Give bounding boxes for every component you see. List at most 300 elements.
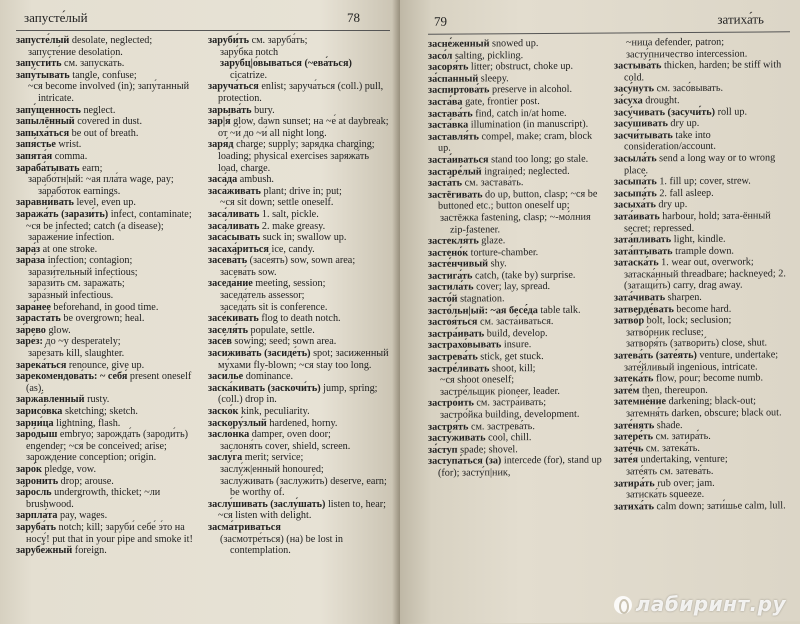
dictionary-entry (16, 267, 198, 279)
entry-definition: sleepy. (478, 73, 509, 85)
dictionary-entry (614, 129, 790, 153)
entry-headword: зарыва́ть (208, 104, 252, 116)
entry-definition: заседа́ть sit is conference. (220, 301, 328, 313)
entry-headword: заро́дыш (16, 429, 58, 441)
entry-definition: harbour, hold; зата-ённый secret; repressed. (624, 210, 771, 234)
entry-headword: застоя́ться (428, 316, 478, 329)
dictionary-entry (614, 257, 790, 293)
entry-headword: запусти́ть (16, 58, 62, 70)
entry-headword: засе́в (208, 336, 232, 348)
entry-headword: засу́чивать (засучи́ть) (614, 106, 716, 119)
running-headword: запусте́лый (24, 10, 88, 25)
entry-definition: lightning, flash. (53, 417, 121, 429)
dictionary-entry (208, 302, 390, 314)
entry-definition: undergrowth, thicket; ~ли brushwood. (26, 487, 161, 510)
entry-definition: (засе́ять) sow, sown area; (247, 255, 356, 267)
dictionary-entry (208, 139, 390, 174)
dictionary-entry (16, 197, 198, 209)
dictionary-entry (428, 409, 604, 422)
entry-definition: shy. (488, 258, 507, 270)
dictionary-columns (16, 35, 390, 557)
dictionary-entry (208, 105, 390, 117)
entry-headword: зараба́тывать (16, 162, 80, 174)
dictionary-entry (208, 232, 390, 244)
dictionary-entry (208, 383, 390, 406)
dictionary-entry (16, 348, 198, 360)
entry-definition: 1. fill up; cover, strew. (656, 175, 751, 188)
entry-definition: embryo; зарожда́ть (зароди́ть) engender; ~ся be conceived; arise; зарожде́ние conception; origin. (26, 429, 188, 464)
entry-headword: засыла́ть (614, 153, 657, 165)
entry-headword: зарпла́та (16, 510, 58, 522)
entry-headword: засу́шивать (614, 118, 668, 130)
entry-definition: enlist; заруча́ться (coll.) pull, protection. (218, 81, 384, 104)
entry-definition: зараже́ние infection. (28, 232, 115, 244)
entry-headword: засма́триваться (208, 521, 281, 533)
dictionary-entry (208, 81, 390, 104)
dictionary-entry (16, 290, 198, 302)
entry-definition: charge; supply; заря́дка charging; loading; physical exercises заряжа́ть load, charge. (218, 139, 375, 174)
entry-definition: зара́зный infectious. (28, 290, 114, 302)
entry-definition: sharpen. (665, 291, 702, 304)
dictionary-entry (16, 336, 198, 348)
dictionary-entry (208, 452, 390, 464)
entry-headword: заса́ливать (208, 220, 260, 232)
entry-headword: зарекомендова́ть: ~ себя́ (16, 371, 128, 383)
entry-headword: заступа́ться (за) (428, 455, 502, 468)
entry-definition: см. затира́ть. (653, 431, 711, 443)
dictionary-entry (16, 35, 198, 47)
entry-headword: застила́ть (428, 281, 474, 294)
dictionary-entry (16, 487, 198, 510)
entry-definition: infect, contaminate; ~ся be infected; catch (a disease); (26, 208, 192, 232)
entry-definition: засева́ть sow. (220, 266, 277, 278)
entry-definition: ambush. (237, 174, 274, 186)
dictionary-entry (16, 58, 198, 70)
entry-headword: зарека́ться (16, 359, 67, 371)
entry-definition: present oneself (as). (26, 371, 192, 394)
entry-definition: затиска́ть squeeze. (626, 489, 705, 501)
entry-headword: запята́я (16, 150, 53, 162)
entry-definition: damper, oven door; (249, 429, 331, 441)
entry-definition: undertaking, venture; (637, 454, 728, 466)
dictionary-entry (428, 130, 604, 154)
entry-definition: covered in dust. (74, 116, 143, 128)
entry-headword: заруча́ться (208, 81, 259, 93)
entry-headword: заставля́ть (428, 131, 479, 143)
entry-definition: cool, chill. (485, 432, 532, 444)
entry-definition: renounce, give up. (66, 359, 145, 371)
entry-headword: запу́тывать (16, 69, 70, 81)
entry-definition: зарабо́тн|ый: ~ая пла́та wage, pay; за́работок earnings. (28, 174, 174, 197)
dictionary-entry (16, 476, 198, 488)
entry-definition: send a long way or to wrong place. (624, 152, 776, 176)
entry-headword: зарубц|о́вываться (~ева́ться) (220, 58, 352, 70)
entry-definition: earn; (79, 162, 103, 174)
dictionary-entry (16, 163, 198, 175)
dictionary-entry (16, 244, 198, 256)
entry-definition: shade. (654, 419, 683, 431)
dictionary-entry (208, 441, 390, 453)
entry-definition: см. засо́вывать. (654, 83, 724, 95)
entry-headword: зата́птывать (614, 245, 673, 258)
entry-headword: зара́за (16, 255, 46, 267)
column (428, 38, 604, 515)
column (16, 35, 198, 557)
entry-definition: then, thereupon. (639, 384, 708, 397)
entry-definition: затво́рник recluse; (626, 326, 704, 339)
entry-definition: become hard. (673, 303, 732, 315)
entry-definition: запусте́ние desolation. (28, 46, 123, 58)
column (208, 35, 390, 557)
entry-headword: зате́м (614, 385, 640, 397)
entry-definition: stagnation. (457, 293, 505, 305)
dictionary-entry (16, 418, 198, 430)
entry-definition: insure. (501, 339, 532, 351)
entry-headword: запусте́лый (16, 35, 70, 46)
entry-definition: застре́льщик pioneer, leader. (440, 385, 560, 398)
entry-definition: take into consideration/account. (624, 129, 716, 153)
entry-definition: sketching; sketch. (62, 406, 138, 417)
entry-headword: зарисо́вка (16, 406, 63, 417)
entry-definition: listen to, hear; ~ся listen with delight. (218, 498, 386, 522)
entry-headword: застыва́ть (614, 60, 662, 72)
entry-headword: заража́ть (зарази́ть) (16, 208, 109, 220)
entry-headword: заре́з: (16, 336, 43, 348)
entry-definition: level, even up. (73, 197, 136, 209)
dictionary-entry (16, 70, 198, 82)
entry-definition: glaze. (478, 235, 506, 247)
dictionary-entry (614, 500, 790, 513)
dictionary-entry (208, 244, 390, 256)
dictionary-entry (208, 174, 390, 186)
entry-definition: ~ница defender, patron; (626, 36, 725, 49)
entry-definition: заседа́тель assessor; (220, 290, 305, 302)
entry-definition: calm down; зати́шье calm, lull. (653, 500, 786, 512)
dictionary-entry (208, 35, 390, 47)
dictionary-entry (16, 151, 198, 163)
dictionary-entry (428, 211, 604, 235)
entry-definition: зару́бка notch (220, 46, 279, 58)
entry-headword: заса́ливать (208, 208, 260, 220)
entry-headword: заржа́вленный (16, 394, 85, 406)
dictionary-entry (16, 360, 198, 372)
entry-definition: populate, settle. (247, 324, 315, 336)
entry-headword: засе́кивать (208, 313, 259, 325)
entry-headword: заста́вка (428, 119, 469, 131)
entry-definition: comma. (52, 150, 88, 162)
entry-definition: merit; service; (242, 452, 304, 464)
entry-definition: desolate, neglected; (69, 35, 153, 46)
entry-definition: catch, (take by) surprise. (472, 269, 576, 282)
entry-definition: flow, pour; become numb. (653, 372, 764, 385)
entry-definition: pay, wages. (57, 510, 108, 522)
entry-definition: hardened, horny. (266, 417, 338, 429)
entry-headword: заспиртова́ть (428, 84, 490, 97)
entry-headword: застро́ить (428, 397, 474, 410)
entry-definition: см. заста́иваться. (477, 316, 554, 328)
dictionary-entry (16, 116, 198, 128)
entry-headword: засыпа́ть (614, 176, 657, 188)
entry-headword: застига́ть (428, 270, 473, 282)
entry-definition: sowing; seed; sown area. (231, 336, 337, 348)
entry-definition: intercede (for), stand up (for); засту́п|ник, (438, 454, 602, 479)
entry-headword: засто́льн|ый: ~ая бесе́да (428, 304, 538, 317)
entry-headword: запу́щенность (16, 104, 81, 116)
dictionary-entry (208, 267, 390, 279)
page-number: 78 (347, 10, 360, 25)
dictionary-entry (208, 336, 390, 348)
entry-definition: litter; obstruct, choke up. (468, 60, 574, 73)
entry-definition: ~ся shoot oneself; (440, 374, 515, 386)
entry-headword: заста́ва (428, 96, 463, 108)
store-watermark (614, 592, 786, 616)
dictionary-entry (16, 278, 198, 290)
entry-headword: застра́ивать (428, 328, 485, 340)
dictionary-entry (208, 325, 390, 337)
entry-definition: spade; shovel. (457, 443, 518, 456)
dictionary-entry (16, 209, 198, 232)
entry-headword: засу́нуть (614, 83, 655, 95)
entry-headword: затаска́ть (614, 257, 659, 269)
entry-headword: за́спанный (428, 73, 479, 85)
dictionary-entry (16, 47, 198, 59)
entry-definition: be overgrown; heal. (60, 313, 145, 325)
dictionary-entry (16, 522, 198, 545)
dictionary-entry (614, 152, 790, 176)
entry-headword: зате́чь (614, 443, 644, 455)
entry-definition: notch; kill; заруби́ себе́ э́то на носу́! put that in your pipe and smoke it! (26, 521, 193, 545)
dictionary-entry (428, 455, 604, 479)
entry-headword: засо́л (428, 50, 453, 62)
entry-headword: засто́й (428, 293, 458, 305)
entry-definition: 2. fall asleep. (656, 187, 714, 199)
dictionary-entry (16, 394, 198, 406)
entry-definition: ~ся become involved (in); запу́танный intricate. (28, 81, 190, 104)
entry-definition: bury. (251, 104, 275, 116)
dictionary-entry (208, 209, 390, 221)
dictionary-entry (208, 348, 390, 371)
entry-headword: зараста́ть (16, 313, 61, 325)
entry-definition: см. заруба́ть; (249, 35, 308, 46)
entry-definition: jump, spring; (coll.) drop in. (218, 382, 378, 406)
dictionary-entry (614, 59, 790, 83)
entry-definition: ice, candy. (268, 243, 315, 255)
entry-headword: запя́стье (16, 139, 56, 151)
entry-definition: salting, pickling. (452, 49, 524, 62)
entry-definition: venture, undertake; зате́йливый ingenious, intricate. (624, 349, 779, 374)
entry-headword: за́ступ (428, 444, 458, 456)
entry-headword: зара́з (16, 243, 41, 255)
entry-headword: заравни́вать (16, 197, 74, 209)
entry-definition: spot; засиженный му́хами fly-blown; ~ся stay too long. (218, 348, 389, 371)
entry-definition: tangle, confuse; (69, 69, 137, 81)
entry-definition: см. застава́ть. (462, 177, 524, 189)
entry-definition: build, develop. (484, 327, 548, 340)
entry-headword: затверде́вать (614, 303, 674, 316)
entry-definition: см. застра́ивать; (473, 397, 547, 409)
entry-headword: заса́сывать (208, 232, 261, 244)
entry-headword: застря́ть (428, 421, 469, 433)
entry-headword: засте́нчивый (428, 258, 489, 271)
dictionary-entry (208, 534, 390, 557)
entry-definition: заре́зать kill, slaughter. (28, 348, 125, 360)
entry-headword: затева́ть (зате́ять) (614, 349, 697, 362)
dictionary-entry (614, 210, 790, 234)
entry-definition: thicken, harden; be stiff with cold. (624, 59, 782, 84)
dictionary-entry (208, 522, 390, 534)
entry-definition: kink, peculiarity. (238, 406, 310, 417)
entry-definition: rusty. (84, 394, 110, 406)
dictionary-entry (208, 47, 390, 59)
dictionary-entry (16, 128, 198, 140)
entry-headword: заслу́шивать (заслу́шать) (208, 498, 326, 510)
entry-headword: застено́к (428, 247, 469, 259)
entry-definition: 2. make greasy. (259, 220, 326, 232)
dictionary-entry (208, 429, 390, 441)
dictionary-entry (16, 313, 198, 325)
entry-definition: find, catch in/at home. (472, 107, 567, 120)
entry-headword: засло́нка (208, 429, 250, 441)
page-header (428, 9, 790, 35)
entry-definition: preserve in alcohol. (489, 84, 573, 96)
page-number: 79 (434, 13, 447, 29)
entry-headword: застёгивать (428, 189, 483, 201)
dictionary-entry (208, 406, 390, 418)
entry-definition: trample down. (672, 245, 734, 257)
entry-definition: foreign. (72, 545, 107, 557)
entry-definition: drop; arouse. (58, 475, 114, 487)
entry-headword: зарубе́жный (16, 545, 73, 557)
entry-definition: wrist. (55, 139, 82, 151)
entry-definition: at one stroke. (40, 243, 98, 255)
watermark-text: лабиринт.ру (635, 592, 786, 616)
entry-definition: ~ся sit down; settle oneself. (220, 197, 334, 209)
dictionary-entry (428, 154, 604, 167)
entry-headword: засне́женный (428, 38, 490, 50)
entry-headword: заси́лье (208, 371, 244, 383)
entry-definition: illumination (in manuscript). (468, 118, 589, 131)
entry-headword: застаре́лый (428, 165, 482, 178)
entry-definition: заслу́ж|енный honoured; (220, 463, 324, 475)
entry-definition: shoot, kill; (489, 362, 536, 375)
entry-headword: затиха́ть (614, 500, 654, 513)
entry-definition: darkening; black-out; (666, 395, 757, 408)
entry-definition: gate, frontier post. (462, 95, 540, 108)
entry-headword: заса́живать (208, 185, 261, 197)
entry-definition: glow, dawn sunset; на ~е́ at daybreak; от ~и́ до ~и́ all night long. (218, 116, 389, 139)
entry-headword: заскору́злый (208, 417, 267, 429)
entry-headword: засаха́риться (208, 243, 269, 255)
entry-definition: compel, make; cram, block up. (438, 130, 593, 155)
entry-headword: заро́к (16, 463, 42, 475)
entry-headword: зар|я́ (208, 116, 231, 128)
entry-definition: roll up. (715, 106, 747, 118)
dictionary-entry (16, 105, 198, 117)
entry-definition: зате́ять см. затева́ть. (626, 465, 714, 478)
entry-definition: table talk. (537, 304, 581, 316)
entry-definition: застро́йка building, development. (440, 408, 580, 421)
dictionary-entry (208, 371, 390, 383)
entry-definition: затворя́ть (затвори́ть) close, shut. (626, 337, 768, 350)
entry-headword: запыха́ться (16, 127, 70, 139)
entry-headword: застрева́ть (428, 351, 478, 363)
entry-definition: pledge, vow. (41, 463, 97, 475)
entry-headword: засчи́тывать (614, 129, 673, 142)
entry-headword: зарони́ть (16, 475, 59, 487)
dictionary-entry (16, 174, 198, 197)
entry-headword: засыпа́ть (614, 187, 657, 200)
entry-headword: заско́к (208, 406, 239, 417)
column (614, 36, 790, 513)
entry-headword: за́суха (614, 95, 643, 107)
dictionary-entry (16, 302, 198, 314)
entry-definition: dry up. (667, 118, 700, 130)
entry-definition: stick, get stuck. (477, 351, 544, 363)
entry-definition: drought. (642, 95, 680, 107)
entry-definition: (засмотре́ться) (на) be lost in contemplation. (220, 533, 343, 557)
entry-definition: infection; contagion; (45, 255, 133, 267)
dictionary-entry (614, 349, 790, 373)
entry-definition: be out of breath. (69, 127, 139, 139)
entry-headword: заруба́ть (16, 521, 56, 533)
entry-headword: засева́ть (208, 255, 248, 267)
entry-headword: засту́живать (428, 432, 486, 444)
entry-headword: зате́я (614, 454, 638, 466)
entry-headword: заседа́ние (208, 278, 253, 290)
dictionary-entry (614, 407, 790, 420)
dictionary-entry (16, 464, 198, 476)
entry-definition: suck in; swallow up. (260, 232, 347, 244)
entry-headword: зарни́ца (16, 417, 54, 429)
dictionary-entry (208, 255, 390, 267)
entry-definition: ingrained; neglected. (481, 165, 570, 177)
dictionary-entry (16, 406, 198, 418)
dictionary-entry (428, 188, 604, 212)
dictionary-entry (16, 510, 198, 522)
dictionary-entry (208, 186, 390, 198)
entry-definition: snowed up. (489, 38, 539, 50)
dictionary-entry (208, 278, 390, 290)
entry-definition: 1. salt, pickle. (259, 208, 319, 220)
entry-definition: до ~у desperately; (42, 336, 121, 348)
entry-definition: glow. (45, 324, 71, 336)
dictionary-entry (16, 325, 198, 337)
dictionary-entry (16, 139, 198, 151)
entry-headword: заслу́га (208, 452, 243, 464)
dictionary-entry (16, 429, 198, 464)
entry-definition: rub over; jam. (654, 477, 715, 489)
dictionary-entry (208, 464, 390, 476)
entry-headword: зара́нее (16, 301, 51, 313)
entry-definition: см. запуска́ть. (61, 58, 125, 70)
entry-definition: light, kindle. (671, 233, 726, 246)
entry-headword: затемне́ние (614, 396, 667, 408)
entry-definition: meeting, session; (252, 278, 326, 290)
entry-definition: заслу́живать (заслужи́ть) deserve, earn; be worthy of. (220, 475, 387, 499)
dictionary-entry (208, 313, 390, 325)
entry-definition: 1. wear out, overwork; затаска́нный threadbare; hackneyed; 2. (затащи́ть) carry, drag away. (624, 256, 786, 292)
entry-headword: заста́ть (428, 177, 463, 189)
dictionary-entry (208, 58, 390, 81)
entry-headword: заска́кивать (заскочи́ть) (208, 382, 321, 394)
entry-definition: застёжка fastening, clasp; ~-мо́лния zip-fastener. (440, 211, 591, 236)
entry-headword: заря́д (208, 139, 234, 151)
entry-headword: за́росль (16, 487, 52, 499)
entry-definition: заслоня́ть cover, shield, screen. (220, 440, 351, 452)
entry-headword: затво́р (614, 315, 645, 327)
entry-definition: do up, button, clasp; ~ся be buttoned etc.; button oneself up; (438, 188, 598, 213)
entry-definition: засту́пничество intercession. (626, 48, 748, 61)
